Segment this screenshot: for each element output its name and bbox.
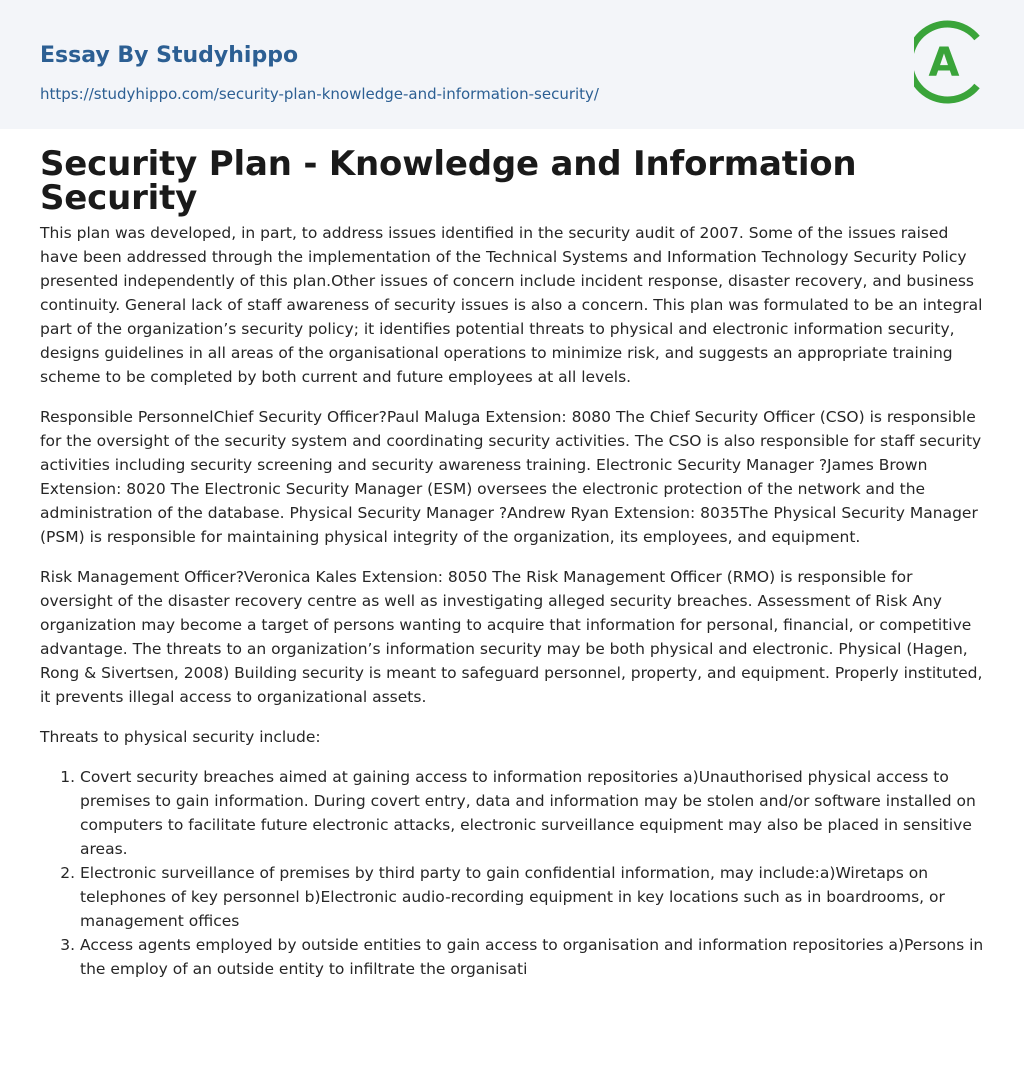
paragraph-intro: This plan was developed, in part, to address issues identified in the security audit of 2007. Some of the issues raised have been addressed through the implementation of the Technical Systems and Information Technology Security Policy presented independently of this plan.Other issues of concern include incident response, disaster recovery, and business continuity. General lack of staff awareness of security issues is also a concern. This plan was formulated to be an integral part of the organization’s security policy; it identifies potential threats to physical and electronic information security, designs guidelines in all areas of the organisational operations to minimize risk, and suggests an appropriate training scheme to be completed by both current and future employees at all levels. [40, 224, 983, 386]
paragraph-risk: Risk Management Officer?Veronica Kales Extension: 8050 The Risk Management Officer (RMO) is responsible for oversight of the disaster recovery centre as well as investigating alleged security breaches. Assessment of Risk Any organization may become a target of persons wanting to acquire that information for personal, financial, or competitive advantage. The threats to an organization’s information security may be both physical and electronic. Physical (Hagen, Rong & Sivertsen, 2008) Building security is meant to safeguard personnel, property, and equipment. Properly instituted, it prevents illegal access to organizational assets. [40, 568, 983, 706]
list-item: 1. Covert security breaches aimed at gaining access to information repositories a)Unauthorised physical access to premises to gain information. During covert entry, data and information may be stolen and/or software installed on computers to facilitate future electronic attacks, electronic surveillance equipment may also be placed in sensitive areas. [80, 765, 984, 861]
source-url-link[interactable]: https://studyhippo.com/security-plan-knowledge-and-information-security/ [40, 85, 599, 103]
studyhippo-logo-icon[interactable] [914, 18, 986, 106]
paragraph-threats-intro: Threats to physical security include: [40, 728, 321, 746]
list-item: 2. Electronic surveillance of premises by third party to gain confidential information, may include:a)Wiretaps on telephones of key personnel b)Electronic audio-recording equipment in key locations such as in boardrooms, or management offices [80, 861, 984, 933]
logo-letter: A [928, 40, 960, 86]
site-header [0, 0, 1024, 129]
page-title: Security Plan - Knowledge and Information Security [40, 144, 857, 218]
list-item: 3. Access agents employed by outside entities to gain access to organisation and information repositories a)Persons in the employ of an outside entity to infiltrate the organisati [80, 933, 984, 981]
paragraph-personnel: Responsible PersonnelChief Security Officer?Paul Maluga Extension: 8080 The Chief Security Officer (CSO) is responsible for the oversight of the security system and coordinating security activities. The CSO is also responsible for staff security activities including security screening and security awareness training. Electronic Security Manager ?James Brown Extension: 8020 The Electronic Security Manager (ESM) oversees the electronic protection of the network and the administration of the database. Physical Security Manager ?Andrew Ryan Extension: 8035The Physical Security Manager (PSM) is responsible for maintaining physical integrity of the organization, its employees, and equipment. [40, 408, 982, 546]
site-brand[interactable]: Essay By Studyhippo [40, 43, 299, 68]
article [0, 129, 1024, 981]
threats-list [40, 765, 984, 981]
